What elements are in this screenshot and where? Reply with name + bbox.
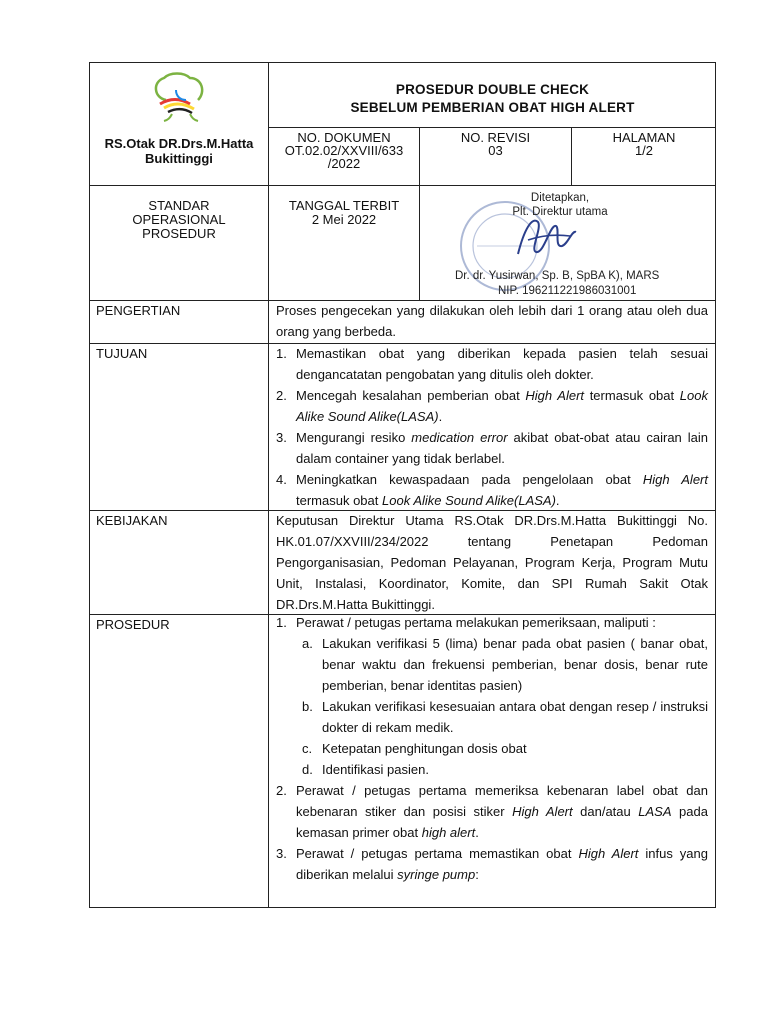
list-item: 2. Perawat / petugas pertama memeriksa kebenaran label obat dan kebenaran stiker dan posisi stiker High Alert dan/atau LASA pada kemasan primer obat high alert. <box>276 783 708 840</box>
tujuan-label: TUJUAN <box>96 346 148 361</box>
page-value: 1/2 <box>634 143 654 158</box>
pengertian-label: PENGERTIAN <box>96 303 181 318</box>
list-item: 3. Perawat / petugas pertama memastikan obat High Alert infus yang diberikan melalui syringe pump: <box>276 846 708 882</box>
sop-label-line3: PROSEDUR <box>142 226 216 241</box>
document-title-line1: PROSEDUR DOUBLE CHECK <box>395 82 590 97</box>
row-divider <box>268 127 716 128</box>
row-divider <box>89 185 716 186</box>
page-label: HALAMAN <box>612 130 676 145</box>
doc-number-value-cont: /2022 <box>327 156 361 171</box>
tujuan-list <box>276 343 708 511</box>
signatory-name: Dr. dr. Yusirwan, Sp. B, SpBA K), MARS <box>455 270 660 282</box>
sub-list-item: b. Lakukan verifikasi kesesuaian antara obat dengan resep / instruksi dokter di rekam medik. <box>302 699 708 735</box>
list-item: 2. Mencegah kesalahan pemberian obat High Alert termasuk obat Look Alike Sound Alike(LASA). <box>276 388 708 424</box>
issue-date-label: TANGGAL TERBIT <box>288 198 400 213</box>
revision-value: 03 <box>488 143 503 158</box>
document-title-line2: SEBELUM PEMBERIAN OBAT HIGH ALERT <box>350 100 635 115</box>
list-item: 1. Memastikan obat yang diberikan kepada pasien telah sesuai dengancatatan pengobatan yang ditulis oleh dokter. <box>276 346 708 382</box>
list-item: 1. Perawat / petugas pertama melakukan pemeriksaan, maliputi : <box>276 615 656 630</box>
column-divider <box>419 185 420 300</box>
sub-list-item: d. Identifikasi pasien. <box>302 762 429 777</box>
prosedur-label: PROSEDUR <box>96 617 170 632</box>
kebijakan-text: Keputusan Direktur Utama RS.Otak DR.Drs.M.Hatta Bukittinggi No. HK.01.07/XXVIII/234/2022 tentang Penetapan Pedoman Pengorganisasian, Pedoman Pelayanan, Program Kerja, Program Mutu Unit, Instalasi, Koordinator, Komite, dan SPI Rumah Sakit Otak DR.Drs.M.Hatta Bukittinggi. <box>276 513 708 612</box>
signatory-nip: NIP. 196211221986031001 <box>498 285 637 297</box>
signature-established: Ditetapkan, <box>530 192 590 204</box>
sop-label-line1: STANDAR <box>148 198 210 213</box>
prosedur-list <box>276 612 708 885</box>
doc-number-value: OT.02.02/XXVIII/633 <box>284 143 404 158</box>
revision-label: NO. REVISI <box>460 130 531 145</box>
column-divider <box>268 62 269 908</box>
hospital-name: RS.Otak DR.Drs.M.Hatta Bukittinggi <box>104 136 254 166</box>
sub-list-item: a. Lakukan verifikasi 5 (lima) benar pada obat pasien ( banar obat, benar waktu dan frekuensi pemberian, benar dosis, benar rute pemberian, benar identitas pasien) <box>302 636 708 693</box>
doc-number-label: NO. DOKUMEN <box>297 130 391 145</box>
sop-label-line2: OPERASIONAL <box>132 212 226 227</box>
issue-date-value: 2 Mei 2022 <box>311 212 377 227</box>
list-item: 3. Mengurangi resiko medication error akibat obat-obat atau cairan lain dalam container yang tidak berlabel. <box>276 430 708 466</box>
hospital-logo <box>146 70 212 124</box>
list-item: 4. Meningkatkan kewaspadaan pada pengelolaan obat High Alert termasuk obat Look Alike Sound Alike(LASA). <box>276 472 708 508</box>
sub-list-item: c. Ketepatan penghitungan dosis obat <box>302 741 527 756</box>
kebijakan-label: KEBIJAKAN <box>96 513 168 528</box>
signature-position: Plt. Direktur utama <box>512 206 608 218</box>
pengertian-text: Proses pengecekan yang dilakukan oleh lebih dari 1 orang atau oleh dua orang yang berbeda. <box>276 303 708 339</box>
